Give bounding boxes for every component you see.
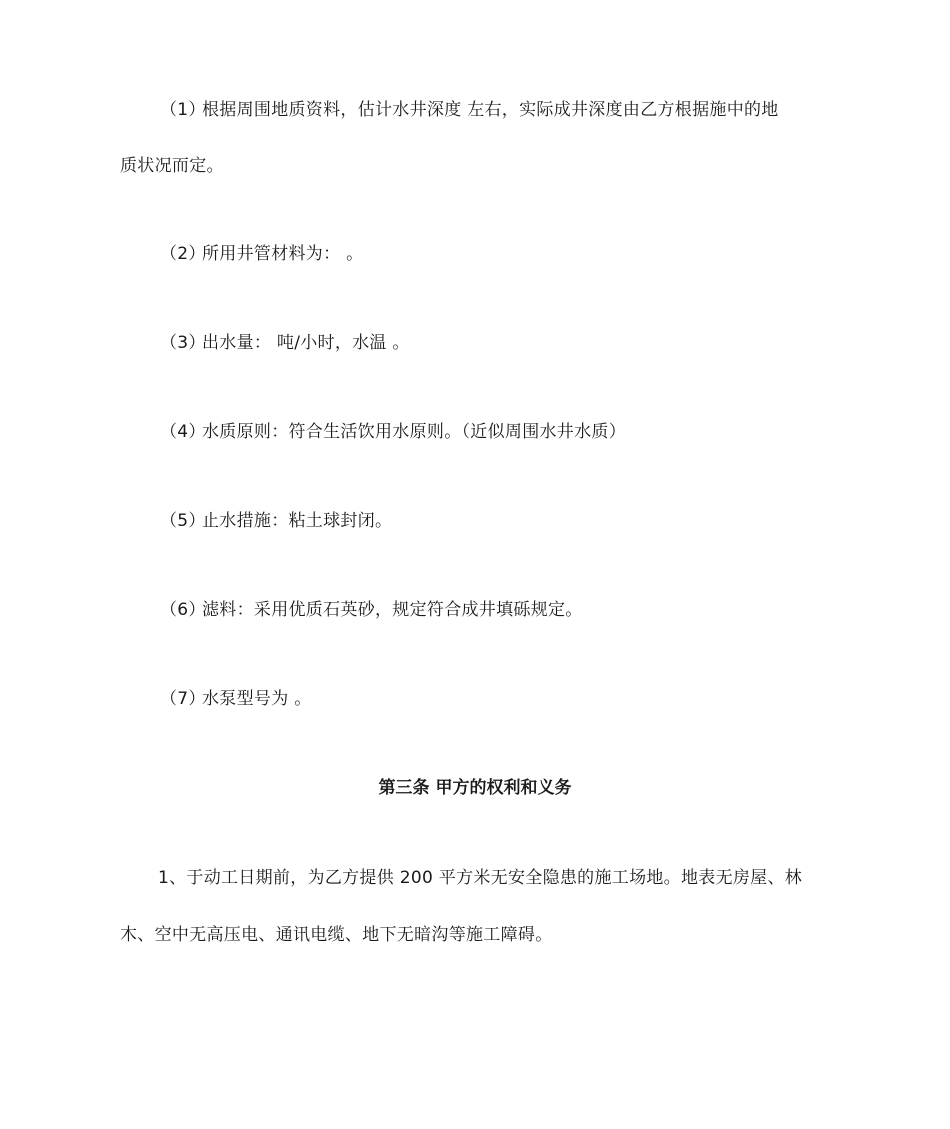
item-2-text: 所用井管材料为： 。: [202, 244, 364, 264]
item-5-number: （5）: [160, 511, 206, 531]
item-4-number: （4）: [160, 422, 206, 442]
item-1-line-2: 质状况而定。: [120, 156, 224, 176]
item-7: [160, 688, 312, 710]
item-4: [160, 421, 626, 443]
clause-1-line-2: 木、空中无高压电、通讯电缆、地下无暗沟等施工障碍。: [120, 925, 553, 945]
item-2-number: （2）: [160, 244, 206, 264]
item-3-number: （3）: [160, 333, 206, 353]
item-6: [160, 599, 583, 621]
item-3-text: 出水量： 吨/小时，水温 。: [202, 333, 410, 353]
item-2: [160, 243, 363, 265]
item-5-text: 止水措施：粘土球封闭。: [202, 511, 393, 531]
section-heading: 第三条 甲方的权利和义务: [378, 778, 572, 798]
item-1-line-1: [160, 99, 779, 121]
clause-1-line-1: 1、于动工日期前，为乙方提供 200 平方米无安全隐患的施工场地。地表无房屋、林: [158, 868, 803, 888]
item-6-text: 滤料：采用优质石英砂，规定符合成井填砾规定。: [202, 600, 583, 620]
item-6-number: （6）: [160, 600, 206, 620]
item-1-number: （1）: [160, 100, 206, 120]
item-7-text: 水泵型号为 。: [202, 689, 312, 709]
item-3: [160, 332, 410, 354]
item-5: [160, 510, 392, 532]
item-4-text: 水质原则：符合生活饮用水原则。（近似周围水井水质）: [202, 422, 626, 442]
item-1-text: 根据周围地质资料，估计水井深度 左右，实际成井深度由乙方根据施中的地: [202, 100, 779, 120]
item-7-number: （7）: [160, 689, 206, 709]
